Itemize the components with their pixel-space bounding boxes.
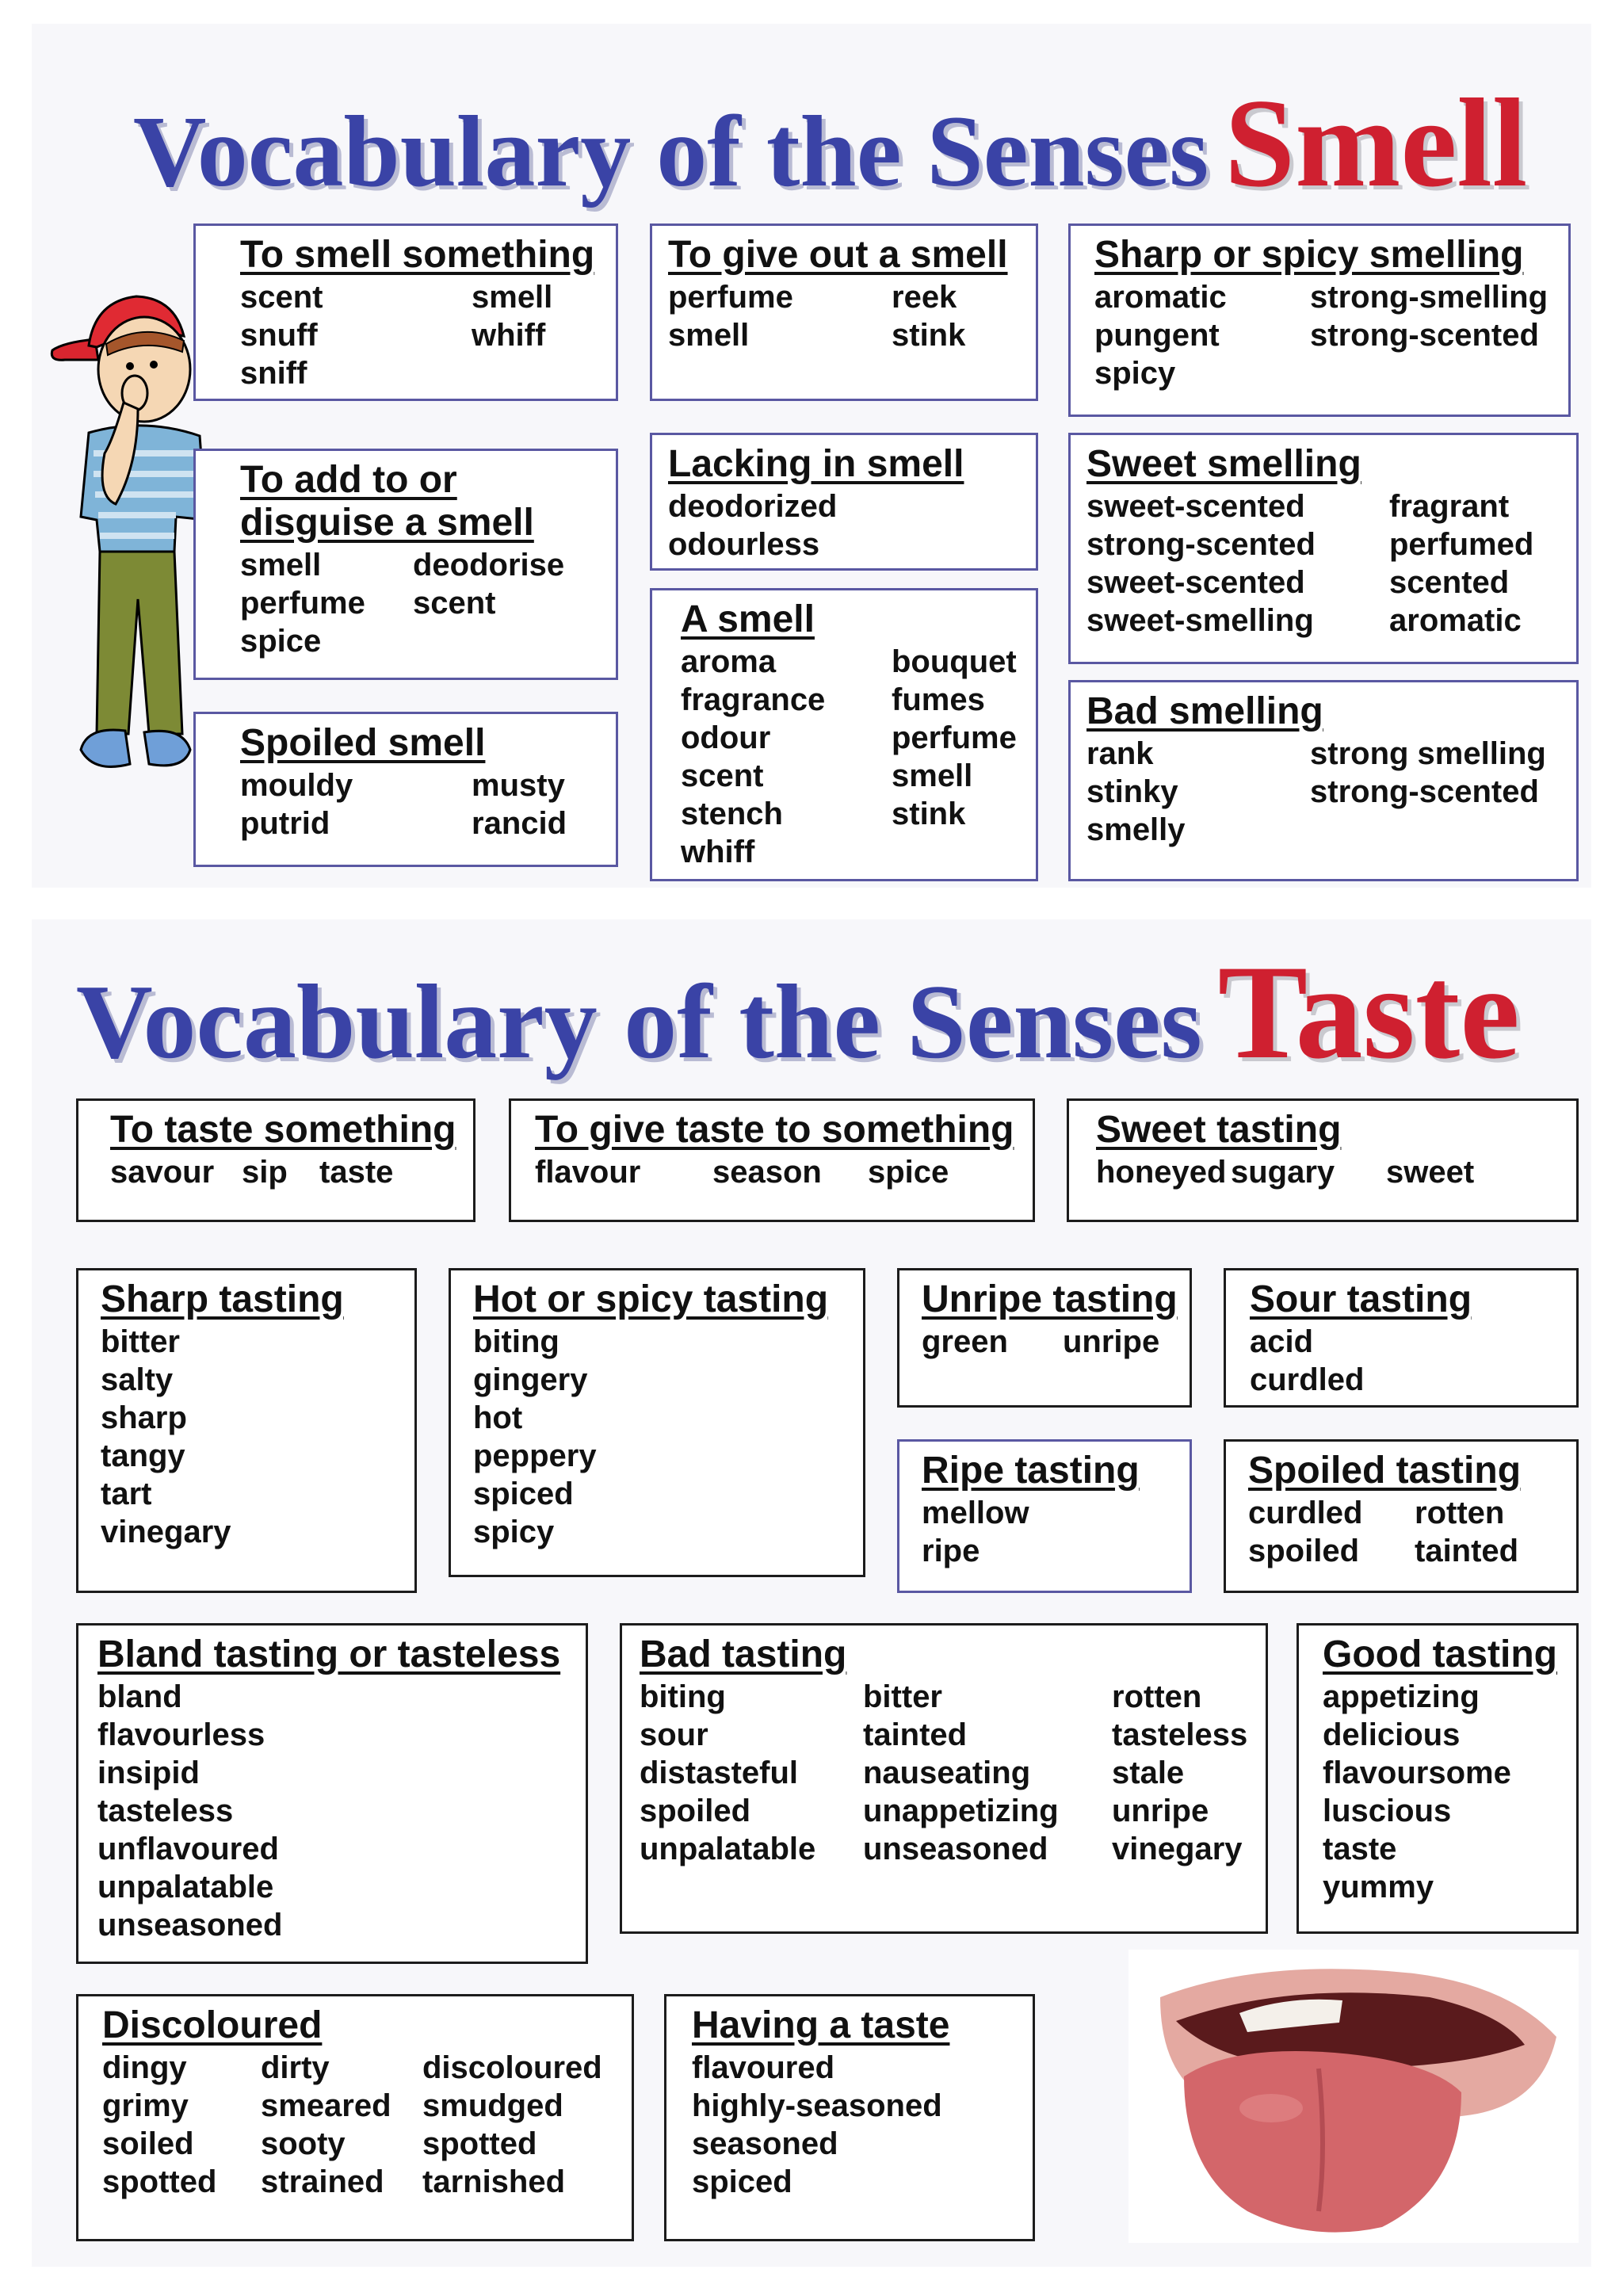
word: perfume xyxy=(892,720,1017,755)
word: smudged xyxy=(422,2088,563,2123)
heading-sharp-or-spicy-smelling: Sharp or spicy smelling xyxy=(1094,234,1524,276)
word: sweet-smelling xyxy=(1086,603,1314,638)
word: acid xyxy=(1250,1324,1314,1359)
col-2 xyxy=(1389,487,1533,640)
heading-ripe-tasting: Ripe tasting xyxy=(922,1450,1140,1492)
col-1 xyxy=(240,546,365,660)
word: smeared xyxy=(261,2088,391,2123)
heading-discoloured: Discoloured xyxy=(102,2004,323,2046)
word: flavour xyxy=(535,1155,641,1190)
box-good-tasting xyxy=(1296,1623,1579,1934)
box-unripe-tasting xyxy=(897,1268,1192,1408)
word: hot xyxy=(473,1400,523,1435)
word: dingy xyxy=(102,2050,187,2085)
box-spoiled-tasting xyxy=(1224,1439,1579,1593)
box-sour-tasting xyxy=(1224,1268,1579,1408)
col-1 xyxy=(922,1494,1029,1570)
col-1 xyxy=(668,278,793,354)
word: season xyxy=(712,1155,822,1190)
word: aroma xyxy=(681,644,777,679)
box-a-smell xyxy=(650,588,1038,881)
col-1 xyxy=(101,1323,231,1551)
word: spiced xyxy=(473,1477,574,1511)
word: sweet xyxy=(1386,1155,1475,1190)
word: spoiled xyxy=(640,1794,751,1828)
col-1 xyxy=(102,2049,216,2201)
box-discoloured xyxy=(76,1994,634,2241)
box-sweet-tasting xyxy=(1067,1098,1579,1222)
heading-to-give-out-a-smell: To give out a smell xyxy=(668,234,1008,276)
word: sniff xyxy=(240,356,307,391)
box-sharp-tasting xyxy=(76,1268,417,1593)
word: strong smelling xyxy=(1310,736,1546,771)
word: spice xyxy=(240,624,322,659)
box-to-smell-something xyxy=(193,223,618,401)
heading-to-smell-something: To smell something xyxy=(240,234,595,276)
taste-title xyxy=(76,935,1520,1090)
word: perfume xyxy=(668,280,793,315)
col-3 xyxy=(1112,1678,1247,1868)
word: yummy xyxy=(1323,1870,1434,1904)
heading-spoiled-smell: Spoiled smell xyxy=(240,722,486,764)
word: scent xyxy=(681,758,764,793)
col-1 xyxy=(1250,1323,1364,1399)
word: smell xyxy=(472,280,553,315)
word: reek xyxy=(892,280,957,315)
word: tasteless xyxy=(97,1794,234,1828)
word: distasteful xyxy=(640,1755,799,1790)
word: rotten xyxy=(1415,1496,1505,1530)
word: whiff xyxy=(472,318,546,353)
word: taste xyxy=(1323,1832,1397,1866)
word: sweet-scented xyxy=(1086,565,1305,600)
box-hot-or-spicy-tasting xyxy=(449,1268,865,1577)
tongue-photo xyxy=(1128,1950,1579,2243)
col-1 xyxy=(1086,487,1316,640)
box-sharp-or-spicy-smelling xyxy=(1068,223,1571,417)
word: tainted xyxy=(1415,1534,1519,1568)
heading-sour-tasting: Sour tasting xyxy=(1250,1278,1472,1320)
word: rank xyxy=(1086,736,1154,771)
word: green xyxy=(922,1324,1008,1359)
box-lacking-in-smell xyxy=(650,433,1038,571)
word: savour xyxy=(110,1155,215,1190)
col-1 xyxy=(240,766,353,842)
word: unflavoured xyxy=(97,1832,279,1866)
word: strong-smelling xyxy=(1310,280,1549,315)
col-2 xyxy=(863,1678,1059,1868)
word: smell xyxy=(892,758,973,793)
word: fumes xyxy=(892,682,985,717)
word: strong-scented xyxy=(1086,527,1316,562)
box-to-give-taste-to-something xyxy=(509,1098,1035,1222)
col-2 xyxy=(472,766,567,842)
taste-title-main: Vocabulary of the Senses xyxy=(76,963,1202,1080)
word: seasoned xyxy=(692,2126,838,2161)
heading-bad-smelling: Bad smelling xyxy=(1086,690,1323,732)
word: honeyed xyxy=(1096,1155,1227,1190)
col-2 xyxy=(413,546,564,622)
word: sweet-scented xyxy=(1086,489,1305,524)
heading-to-give-taste: To give taste to something xyxy=(535,1109,1014,1151)
heading-sweet-smelling: Sweet smelling xyxy=(1086,443,1361,485)
word: spice xyxy=(868,1155,949,1190)
word: vinegary xyxy=(1112,1832,1243,1866)
word: stinky xyxy=(1086,774,1178,809)
word: scent xyxy=(413,586,496,621)
box-bland-tasting-or-tasteless xyxy=(76,1623,588,1964)
box-bad-tasting xyxy=(620,1623,1268,1934)
col-1 xyxy=(692,2049,942,2201)
word: flavoured xyxy=(692,2050,835,2085)
word: grimy xyxy=(102,2088,189,2123)
col-1 xyxy=(1323,1678,1511,1906)
col-1 xyxy=(1086,735,1186,849)
col-1 xyxy=(240,278,323,392)
word: rancid xyxy=(472,806,567,841)
word: stench xyxy=(681,797,783,831)
word: highly-seasoned xyxy=(692,2088,942,2123)
box-having-a-taste xyxy=(664,1994,1035,2241)
word: unpalatable xyxy=(97,1870,274,1904)
col-3 xyxy=(422,2049,602,2201)
word: unappetizing xyxy=(863,1794,1059,1828)
word: smell xyxy=(668,318,750,353)
box-ripe-tasting xyxy=(897,1439,1192,1593)
heading-lacking-in-smell: Lacking in smell xyxy=(668,443,964,485)
col-1 xyxy=(1248,1494,1362,1570)
word: rotten xyxy=(1112,1679,1202,1714)
word: mouldy xyxy=(240,768,353,803)
heading-a-smell: A smell xyxy=(681,598,815,640)
word: appetizing xyxy=(1323,1679,1480,1714)
heading-having-a-taste: Having a taste xyxy=(692,2004,950,2046)
box-to-taste-something xyxy=(76,1098,475,1222)
word: deodorized xyxy=(668,489,838,524)
col-1 xyxy=(681,643,825,871)
word: taste xyxy=(319,1155,394,1190)
word: vinegary xyxy=(101,1515,231,1549)
word: bouquet xyxy=(892,644,1017,679)
word: sooty xyxy=(261,2126,346,2161)
box-bad-smelling xyxy=(1068,680,1579,881)
heading-bad-tasting: Bad tasting xyxy=(640,1633,847,1675)
word: discoloured xyxy=(422,2050,602,2085)
word: snuff xyxy=(240,318,318,353)
word: soiled xyxy=(102,2126,194,2161)
word: spotted xyxy=(422,2126,537,2161)
box-to-give-out-a-smell xyxy=(650,223,1038,401)
word: stale xyxy=(1112,1755,1185,1790)
word: odourless xyxy=(668,527,820,562)
smell-title xyxy=(133,70,1527,216)
word: bitter xyxy=(101,1324,180,1359)
word: luscious xyxy=(1323,1794,1452,1828)
col-2 xyxy=(261,2049,391,2201)
heading-line-2: disguise a smell xyxy=(240,502,534,544)
word: unripe xyxy=(1063,1324,1160,1359)
word: unpalatable xyxy=(640,1832,816,1866)
col-2 xyxy=(1415,1494,1518,1570)
word: bitter xyxy=(863,1679,942,1714)
word: pungent xyxy=(1094,318,1220,353)
word: stink xyxy=(892,318,966,353)
word: biting xyxy=(640,1679,726,1714)
word: tarnished xyxy=(422,2164,566,2199)
word: ripe xyxy=(922,1534,980,1568)
word: spotted xyxy=(102,2164,217,2199)
word: odour xyxy=(681,720,771,755)
word: deodorise xyxy=(413,548,565,583)
taste-title-sense: Taste xyxy=(1217,938,1520,1087)
col-2 xyxy=(892,278,965,354)
heading-spoiled-tasting: Spoiled tasting xyxy=(1248,1450,1522,1492)
heading-sharp-tasting: Sharp tasting xyxy=(101,1278,344,1320)
word: unseasoned xyxy=(97,1908,283,1943)
word: putrid xyxy=(240,806,330,841)
smell-title-main: Vocabulary of the Senses xyxy=(133,95,1209,208)
word: scented xyxy=(1389,565,1510,600)
word: fragrant xyxy=(1389,489,1510,524)
word: insipid xyxy=(97,1755,200,1790)
word: perfumed xyxy=(1389,527,1534,562)
col-1 xyxy=(1094,278,1227,392)
word: tangy xyxy=(101,1438,185,1473)
box-to-add-to-or-disguise-a-smell xyxy=(193,449,618,680)
word: stink xyxy=(892,797,966,831)
col-2 xyxy=(1310,278,1548,354)
word: spicy xyxy=(1094,356,1176,391)
heading-sweet-tasting: Sweet tasting xyxy=(1096,1109,1342,1151)
word: fragrance xyxy=(681,682,826,717)
word: gingery xyxy=(473,1362,588,1397)
heading-to-taste-something: To taste something xyxy=(110,1109,456,1151)
word: aromatic xyxy=(1094,280,1227,315)
word: sharp xyxy=(101,1400,187,1435)
heading-good-tasting: Good tasting xyxy=(1323,1633,1557,1675)
word: spicy xyxy=(473,1515,555,1549)
col-1 xyxy=(97,1678,282,1944)
word: peppery xyxy=(473,1438,597,1473)
word: smelly xyxy=(1086,812,1186,847)
word: delicious xyxy=(1323,1717,1461,1752)
word: tainted xyxy=(863,1717,968,1752)
col-2 xyxy=(472,278,552,354)
heading-hot-or-spicy-tasting: Hot or spicy tasting xyxy=(473,1278,829,1320)
box-spoiled-smell xyxy=(193,712,618,867)
word: unseasoned xyxy=(863,1832,1048,1866)
word: perfume xyxy=(240,586,365,621)
word: tasteless xyxy=(1112,1717,1248,1752)
word: biting xyxy=(473,1324,559,1359)
col-1 xyxy=(640,1678,815,1868)
word: smell xyxy=(240,548,322,583)
heading-line-1: To add to or xyxy=(240,459,457,501)
col-2 xyxy=(892,643,1017,833)
heading-bland-tasting: Bland tasting or tasteless xyxy=(97,1633,561,1675)
col-2 xyxy=(1310,735,1546,811)
box-sweet-smelling xyxy=(1068,433,1579,664)
word: spiced xyxy=(692,2164,792,2199)
word: dirty xyxy=(261,2050,330,2085)
word: strained xyxy=(261,2164,384,2199)
word: nauseating xyxy=(863,1755,1031,1790)
col-1 xyxy=(473,1323,597,1551)
word: scent xyxy=(240,280,323,315)
word: flavoursome xyxy=(1323,1755,1511,1790)
heading-unripe-tasting: Unripe tasting xyxy=(922,1278,1178,1320)
word: spoiled xyxy=(1248,1534,1360,1568)
word: unripe xyxy=(1112,1794,1209,1828)
word: sip xyxy=(242,1155,288,1190)
word: aromatic xyxy=(1389,603,1522,638)
word: mellow xyxy=(922,1496,1029,1530)
word: bland xyxy=(97,1679,182,1714)
smell-title-sense: Smell xyxy=(1224,72,1528,213)
word: sour xyxy=(640,1717,708,1752)
word: strong-scented xyxy=(1310,774,1539,809)
word: musty xyxy=(472,768,565,803)
word: salty xyxy=(101,1362,174,1397)
col-1 xyxy=(668,487,837,563)
word: sugary xyxy=(1231,1155,1335,1190)
word: tart xyxy=(101,1477,152,1511)
word: flavourless xyxy=(97,1717,265,1752)
word: strong-scented xyxy=(1310,318,1539,353)
word: whiff xyxy=(681,835,755,869)
word: curdled xyxy=(1250,1362,1365,1397)
word: curdled xyxy=(1248,1496,1363,1530)
